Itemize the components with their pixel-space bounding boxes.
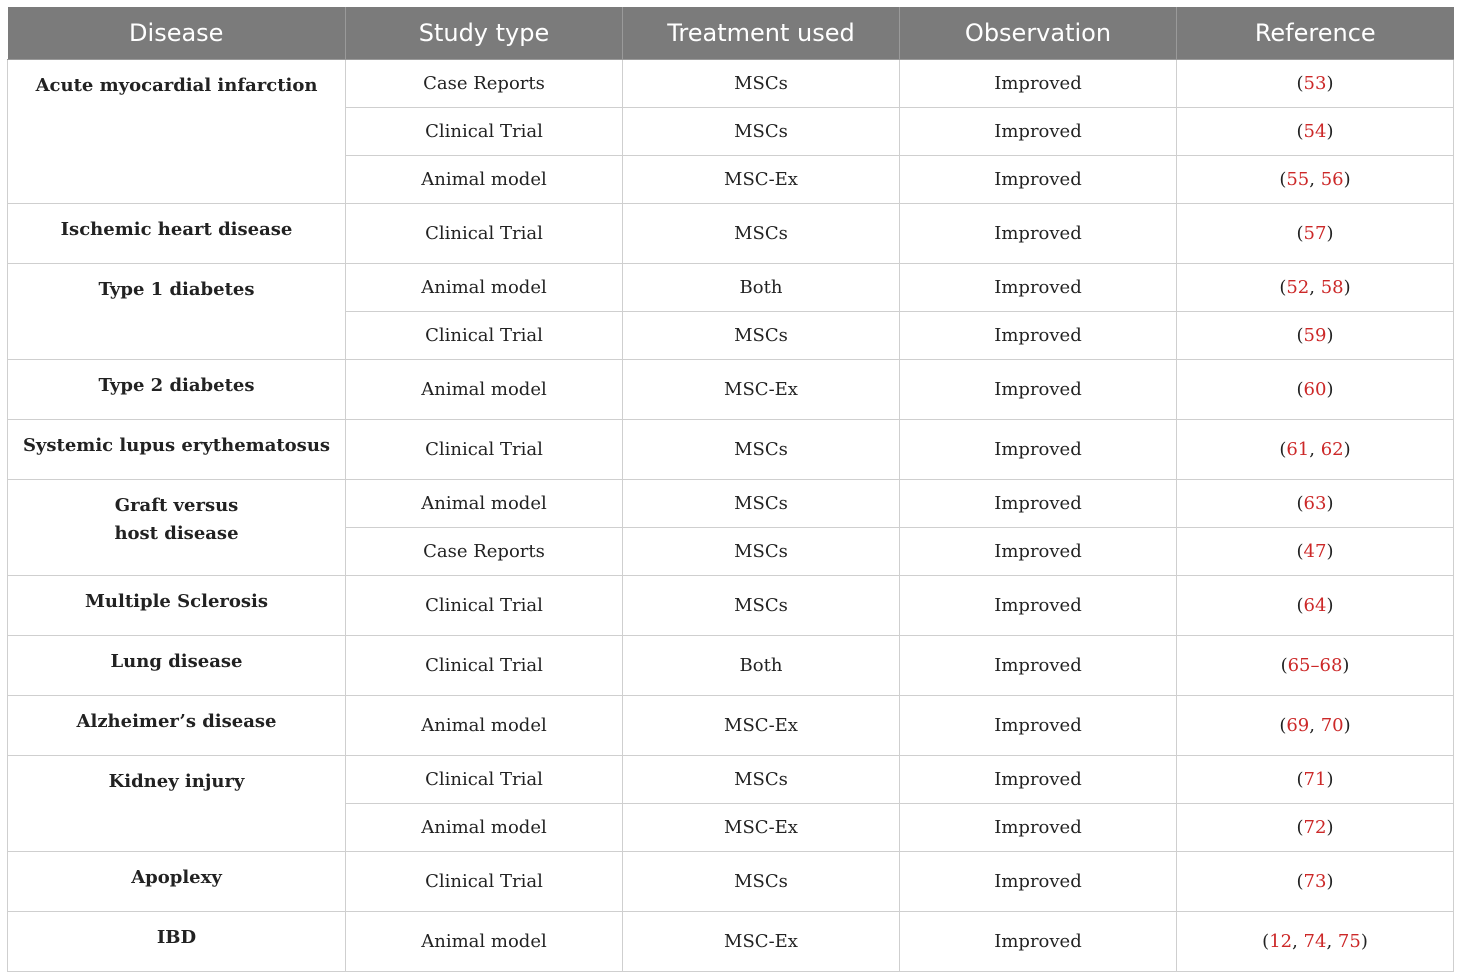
observation-cell: Improved: [900, 312, 1177, 360]
disease-name-line: IBD: [156, 927, 197, 948]
reference-link[interactable]: 61: [1286, 439, 1310, 460]
reference-link[interactable]: 69: [1286, 715, 1310, 736]
disease-cell: [8, 576, 346, 636]
table-row: [8, 912, 1454, 972]
study-type-cell: Animal model: [346, 804, 623, 852]
table-row: [8, 420, 1454, 480]
reference-cell: (64): [1177, 576, 1454, 636]
treatment-cell: Both: [623, 264, 900, 312]
reference-cell: (57): [1177, 204, 1454, 264]
table-body: [8, 60, 1454, 972]
study-type-cell: Animal model: [346, 480, 623, 528]
header-disease: Disease: [8, 7, 346, 60]
disease-cell: [8, 204, 346, 264]
reference-link[interactable]: 74: [1303, 931, 1327, 952]
observation-cell: Improved: [900, 360, 1177, 420]
disease-treatment-table: [7, 7, 1454, 972]
observation-cell: Improved: [900, 756, 1177, 804]
treatment-cell: Both: [623, 636, 900, 696]
reference-link[interactable]: 59: [1303, 325, 1327, 346]
reference-cell: (12, 74, 75): [1177, 912, 1454, 972]
header-study-type: Study type: [346, 7, 623, 60]
disease-name-line: Apoplexy: [131, 867, 222, 888]
treatment-cell: MSCs: [623, 108, 900, 156]
header-row: [8, 7, 1454, 60]
table-row: [8, 204, 1454, 264]
table-row: [8, 696, 1454, 756]
observation-cell: Improved: [900, 108, 1177, 156]
observation-cell: Improved: [900, 852, 1177, 912]
observation-cell: Improved: [900, 156, 1177, 204]
study-type-cell: Animal model: [346, 912, 623, 972]
treatment-cell: MSC-Ex: [623, 360, 900, 420]
reference-link[interactable]: 72: [1303, 817, 1327, 838]
table-row: [8, 852, 1454, 912]
disease-name-line: Graft versus: [114, 495, 239, 516]
treatment-cell: MSCs: [623, 852, 900, 912]
study-type-cell: Clinical Trial: [346, 420, 623, 480]
disease-name-line: host disease: [114, 523, 239, 544]
study-type-cell: Case Reports: [346, 528, 623, 576]
study-type-cell: Clinical Trial: [346, 204, 623, 264]
reference-link[interactable]: 71: [1303, 769, 1327, 790]
reference-link[interactable]: 57: [1303, 223, 1327, 244]
disease-name-line: Acute myocardial infarction: [35, 75, 318, 96]
treatment-cell: MSCs: [623, 204, 900, 264]
reference-link[interactable]: 52: [1286, 277, 1310, 298]
disease-cell: [8, 696, 346, 756]
disease-cell: [8, 360, 346, 420]
observation-cell: Improved: [900, 636, 1177, 696]
treatment-cell: MSC-Ex: [623, 912, 900, 972]
treatment-cell: MSCs: [623, 756, 900, 804]
reference-cell: (71): [1177, 756, 1454, 804]
table-row: [8, 360, 1454, 420]
study-type-cell: Clinical Trial: [346, 756, 623, 804]
table-row: [8, 60, 1454, 108]
disease-cell: [8, 480, 346, 576]
treatment-cell: MSCs: [623, 528, 900, 576]
treatment-cell: MSC-Ex: [623, 696, 900, 756]
study-type-cell: Animal model: [346, 696, 623, 756]
disease-name-line: Kidney injury: [108, 771, 245, 792]
table-row: [8, 576, 1454, 636]
reference-link[interactable]: 64: [1303, 595, 1327, 616]
observation-cell: Improved: [900, 576, 1177, 636]
reference-cell: (47): [1177, 528, 1454, 576]
observation-cell: Improved: [900, 480, 1177, 528]
study-type-cell: Clinical Trial: [346, 576, 623, 636]
reference-cell: (65–68): [1177, 636, 1454, 696]
disease-name-line: Multiple Sclerosis: [85, 591, 268, 612]
study-type-cell: Clinical Trial: [346, 636, 623, 696]
reference-link[interactable]: 73: [1303, 871, 1327, 892]
reference-link[interactable]: 65–68: [1287, 655, 1343, 676]
reference-link[interactable]: 47: [1303, 541, 1327, 562]
reference-link[interactable]: 63: [1303, 493, 1327, 514]
study-type-cell: Animal model: [346, 360, 623, 420]
reference-cell: (63): [1177, 480, 1454, 528]
reference-link[interactable]: 56: [1320, 169, 1344, 190]
treatment-cell: MSCs: [623, 480, 900, 528]
reference-cell: (54): [1177, 108, 1454, 156]
reference-cell: (73): [1177, 852, 1454, 912]
reference-cell: (69, 70): [1177, 696, 1454, 756]
table-row: [8, 756, 1454, 804]
observation-cell: Improved: [900, 804, 1177, 852]
disease-name-line: Ischemic heart disease: [60, 219, 293, 240]
observation-cell: Improved: [900, 912, 1177, 972]
study-type-cell: Animal model: [346, 264, 623, 312]
disease-name-line: Lung disease: [110, 651, 243, 672]
observation-cell: Improved: [900, 420, 1177, 480]
study-type-cell: Clinical Trial: [346, 852, 623, 912]
disease-name-line: Type 2 diabetes: [98, 375, 255, 396]
treatment-cell: MSCs: [623, 60, 900, 108]
reference-link[interactable]: 53: [1303, 73, 1327, 94]
reference-cell: (60): [1177, 360, 1454, 420]
disease-cell: [8, 60, 346, 204]
disease-name-line: Alzheimer’s disease: [76, 711, 277, 732]
treatment-cell: MSCs: [623, 576, 900, 636]
reference-link[interactable]: 70: [1320, 715, 1344, 736]
observation-cell: Improved: [900, 60, 1177, 108]
reference-link[interactable]: 60: [1303, 379, 1327, 400]
reference-cell: (52, 58): [1177, 264, 1454, 312]
disease-cell: [8, 264, 346, 360]
treatment-cell: MSC-Ex: [623, 804, 900, 852]
reference-cell: (72): [1177, 804, 1454, 852]
disease-cell: [8, 852, 346, 912]
observation-cell: Improved: [900, 204, 1177, 264]
table-row: [8, 264, 1454, 312]
disease-name-line: Systemic lupus erythematosus: [22, 435, 331, 456]
study-type-cell: Case Reports: [346, 60, 623, 108]
header-observation: Observation: [900, 7, 1177, 60]
observation-cell: Improved: [900, 264, 1177, 312]
reference-cell: (61, 62): [1177, 420, 1454, 480]
reference-cell: (59): [1177, 312, 1454, 360]
disease-name-line: Type 1 diabetes: [98, 279, 255, 300]
header-treatment-used: Treatment used: [623, 7, 900, 60]
treatment-cell: MSC-Ex: [623, 156, 900, 204]
study-type-cell: Clinical Trial: [346, 312, 623, 360]
reference-link[interactable]: 58: [1320, 277, 1344, 298]
disease-cell: [8, 912, 346, 972]
reference-link[interactable]: 75: [1337, 931, 1361, 952]
treatment-cell: MSCs: [623, 420, 900, 480]
reference-link[interactable]: 54: [1303, 121, 1327, 142]
reference-link[interactable]: 12: [1269, 931, 1293, 952]
reference-link[interactable]: 62: [1320, 439, 1344, 460]
disease-cell: [8, 420, 346, 480]
disease-cell: [8, 756, 346, 852]
disease-cell: [8, 636, 346, 696]
table-row: [8, 636, 1454, 696]
reference-link[interactable]: 55: [1286, 169, 1310, 190]
reference-cell: (53): [1177, 60, 1454, 108]
observation-cell: Improved: [900, 528, 1177, 576]
study-type-cell: Clinical Trial: [346, 108, 623, 156]
observation-cell: Improved: [900, 696, 1177, 756]
table-row: [8, 480, 1454, 528]
study-type-cell: Animal model: [346, 156, 623, 204]
reference-cell: (55, 56): [1177, 156, 1454, 204]
treatment-cell: MSCs: [623, 312, 900, 360]
header-reference: Reference: [1177, 7, 1454, 60]
